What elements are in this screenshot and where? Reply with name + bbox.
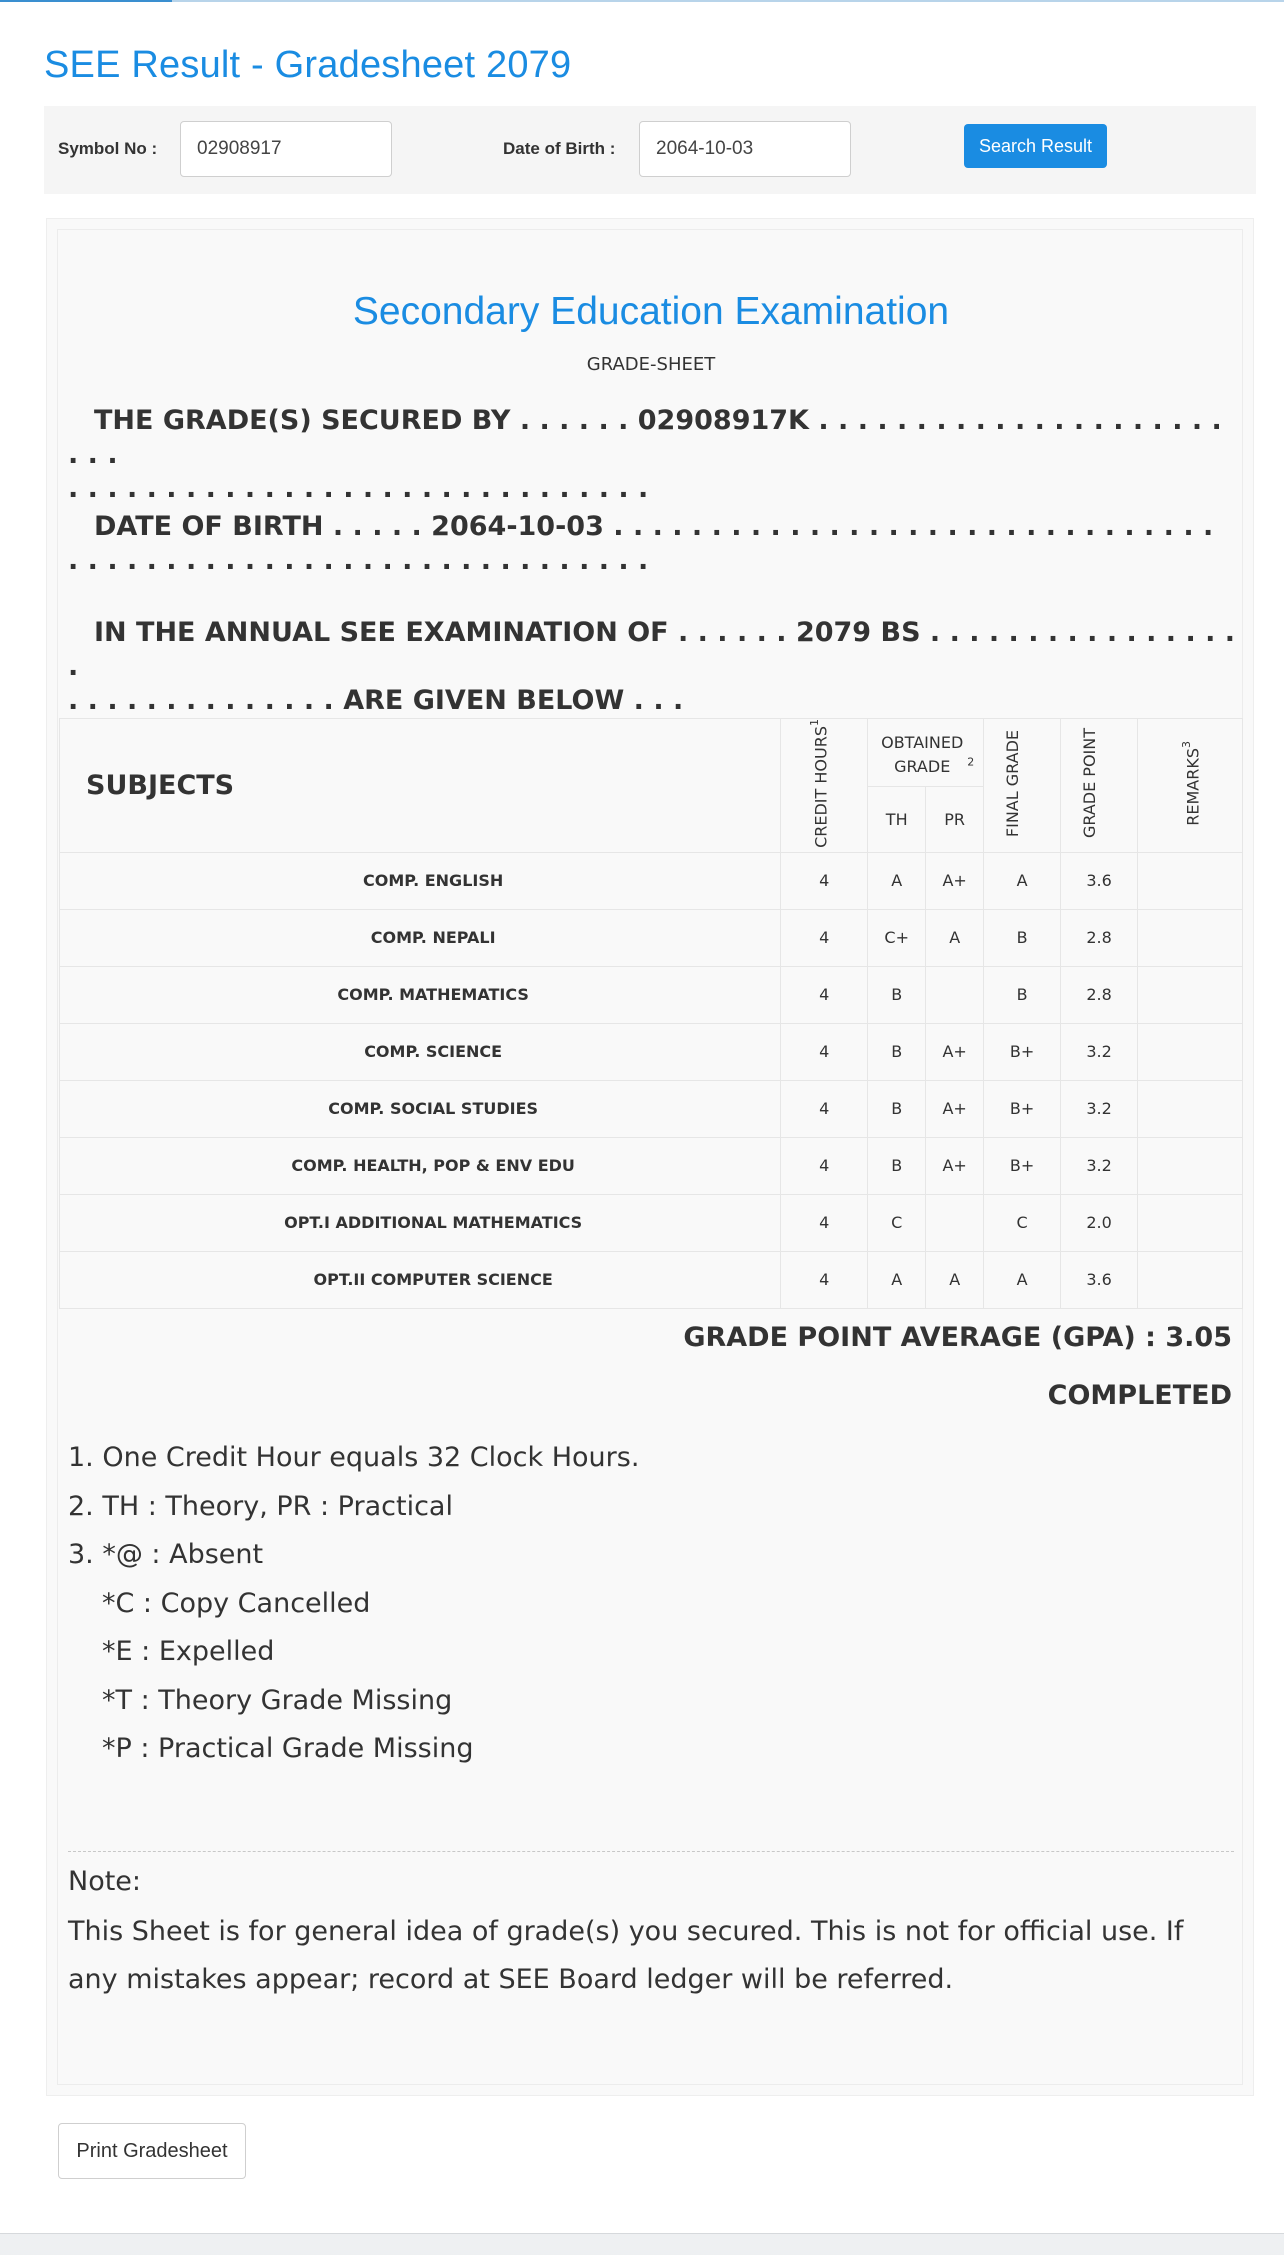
table-row <box>60 909 1243 966</box>
dob-prefix: DATE OF BIRTH . . . . . <box>94 511 432 542</box>
table-row <box>60 1194 1243 1251</box>
legend-item: *C : Copy Cancelled <box>102 1587 371 1619</box>
remarks-cell <box>1138 1023 1243 1080</box>
gradesheet-content <box>57 229 1243 2085</box>
secured-by-line2: . . . . . . . . . . . . . . . . . . . . . . . . . . . . . . <box>68 473 649 504</box>
final-grade-cell: B <box>984 909 1061 966</box>
grade-point-cell: 2.8 <box>1061 909 1138 966</box>
header-th: TH <box>868 787 926 853</box>
grade-point-cell: 3.2 <box>1061 1023 1138 1080</box>
final-grade-cell: B+ <box>984 1137 1061 1194</box>
table-row <box>60 1023 1243 1080</box>
th-grade-cell: A <box>868 852 926 909</box>
gpa-value: GRADE POINT AVERAGE (GPA) : 3.05 <box>683 1322 1232 1353</box>
exam-line <box>68 616 1238 718</box>
pr-grade-cell: A+ <box>926 1023 984 1080</box>
secured-by-line <box>68 404 1238 506</box>
exam-title: Secondary Education Examination <box>352 290 950 333</box>
grade-point-cell: 2.0 <box>1061 1194 1138 1251</box>
credit-hours-cell: 4 <box>781 1194 868 1251</box>
dob-value: 2064-10-03 <box>431 511 604 542</box>
th-grade-cell: B <box>868 966 926 1023</box>
legend-item: 3. *@ : Absent <box>68 1539 264 1570</box>
remarks-cell <box>1138 1194 1243 1251</box>
subject-cell: COMP. MATHEMATICS <box>60 966 781 1023</box>
credit-hours-cell: 4 <box>781 1023 868 1080</box>
subject-cell: OPT.I ADDITIONAL MATHEMATICS <box>60 1194 781 1251</box>
final-grade-cell: B <box>984 966 1061 1023</box>
credit-hours-cell: 4 <box>781 1251 868 1308</box>
dob-line <box>68 510 1238 578</box>
th-grade-cell: B <box>868 1137 926 1194</box>
dob-suffix: . . . . . . . . . . . . . . . . . . . . . . . . . . . . . . . <box>603 511 1214 542</box>
table-row <box>60 966 1243 1023</box>
remarks-cell <box>1138 1137 1243 1194</box>
note-title: Note: <box>68 1866 142 1897</box>
remarks-cell <box>1138 966 1243 1023</box>
table-row <box>60 1251 1243 1308</box>
header-credit-hours: CREDIT HOURS$^1$ <box>781 719 868 853</box>
legend-item: *T : Theory Grade Missing <box>102 1684 453 1716</box>
exam-line2: . . . . . . . . . . . . . . ARE GIVEN BELOW . . . <box>68 685 684 716</box>
grade-point-cell: 3.6 <box>1061 852 1138 909</box>
pr-grade-cell: A <box>926 1251 984 1308</box>
pr-grade-cell: A <box>926 909 984 966</box>
legend-item: 2. TH : Theory, PR : Practical <box>68 1490 453 1522</box>
header-remarks: REMARKS$^3$ <box>1138 719 1243 853</box>
pr-grade-cell <box>926 966 984 1023</box>
search-result-button[interactable]: Search Result <box>964 124 1107 168</box>
note-text: This Sheet is for general idea of grade(s) you secured. This is not for official use. If any mistakes appear; record at SEE Board ledger will be referred. <box>68 1916 1184 1995</box>
bottom-bar <box>0 2233 1284 2255</box>
legend-item: 1. One Credit Hour equals 32 Clock Hours. <box>68 1442 640 1473</box>
secured-by-prefix: THE GRADE(S) SECURED BY . . . . . . <box>94 405 638 436</box>
credit-hours-cell: 4 <box>781 1137 868 1194</box>
gradesheet-panel <box>46 218 1254 2096</box>
table-row <box>60 1080 1243 1137</box>
subject-cell: COMP. SCIENCE <box>60 1023 781 1080</box>
top-progress-fill <box>0 0 172 2</box>
final-grade-cell: C <box>984 1194 1061 1251</box>
th-grade-cell: C+ <box>868 909 926 966</box>
result-status: COMPLETED <box>1047 1380 1232 1411</box>
symbol-input[interactable]: 02908917 <box>180 121 392 177</box>
grade-point-cell: 3.2 <box>1061 1080 1138 1137</box>
search-form <box>44 106 1256 194</box>
th-grade-cell: B <box>868 1080 926 1137</box>
remarks-cell <box>1138 909 1243 966</box>
legend-item: *P : Practical Grade Missing <box>102 1733 474 1764</box>
grade-point-cell: 3.2 <box>1061 1137 1138 1194</box>
grade-point-cell: 2.8 <box>1061 966 1138 1023</box>
header-final-grade: FINAL GRADE <box>984 719 1061 853</box>
exam-prefix: IN THE ANNUAL SEE EXAMINATION OF . . . . . . <box>94 617 796 648</box>
subject-cell: COMP. ENGLISH <box>60 852 781 909</box>
final-grade-cell: B+ <box>984 1080 1061 1137</box>
subject-cell: COMP. HEALTH, POP & ENV EDU <box>60 1137 781 1194</box>
pr-grade-cell: A+ <box>926 852 984 909</box>
page-title: SEE Result - Gradesheet 2079 <box>44 44 572 86</box>
grade-point-cell: 3.6 <box>1061 1251 1138 1308</box>
header-subjects: SUBJECTS <box>60 719 781 853</box>
credit-hours-cell: 4 <box>781 1080 868 1137</box>
table-row <box>60 852 1243 909</box>
header-pr: PR <box>926 787 984 853</box>
pr-grade-cell <box>926 1194 984 1251</box>
header-obtained-grade: OBTAINED GRADE $^2$ <box>868 719 984 787</box>
credit-hours-cell: 4 <box>781 966 868 1023</box>
subject-cell: COMP. SOCIAL STUDIES <box>60 1080 781 1137</box>
dob-label: Date of Birth : <box>503 139 616 158</box>
pr-grade-cell: A+ <box>926 1080 984 1137</box>
subject-cell: COMP. NEPALI <box>60 909 781 966</box>
print-gradesheet-button[interactable]: Print Gradesheet <box>58 2123 246 2179</box>
top-progress-track <box>0 0 1284 2</box>
note-divider <box>68 1851 1234 1852</box>
final-grade-cell: B+ <box>984 1023 1061 1080</box>
th-grade-cell: C <box>868 1194 926 1251</box>
pr-grade-cell: A+ <box>926 1137 984 1194</box>
subject-cell: OPT.II COMPUTER SCIENCE <box>60 1251 781 1308</box>
th-grade-cell: A <box>868 1251 926 1308</box>
remarks-cell <box>1138 1251 1243 1308</box>
secured-by-suffix: . . . . . . . . . . . . . . . . . . . . . . . . <box>68 405 1222 470</box>
grades-table <box>59 718 1243 1309</box>
remarks-cell <box>1138 1080 1243 1137</box>
exam-suffix: . . . . . . . . . . . . . . . . . <box>68 617 1236 682</box>
remarks-cell <box>1138 852 1243 909</box>
dob-input[interactable]: 2064-10-03 <box>639 121 851 177</box>
final-grade-cell: A <box>984 852 1061 909</box>
secured-by-value: 02908917K <box>637 405 809 436</box>
dob-line2: . . . . . . . . . . . . . . . . . . . . . . . . . . . . . . <box>68 545 649 576</box>
credit-hours-cell: 4 <box>781 909 868 966</box>
exam-value: 2079 BS <box>795 617 921 648</box>
th-grade-cell: B <box>868 1023 926 1080</box>
final-grade-cell: A <box>984 1251 1061 1308</box>
credit-hours-cell: 4 <box>781 852 868 909</box>
symbol-label: Symbol No : <box>58 139 158 158</box>
gradesheet-subtitle: GRADE-SHEET <box>586 354 716 375</box>
table-row <box>60 1137 1243 1194</box>
legend-item: *E : Expelled <box>102 1636 275 1667</box>
legend-notes <box>68 1434 639 1774</box>
header-grade-point: GRADE POINT <box>1061 719 1138 853</box>
